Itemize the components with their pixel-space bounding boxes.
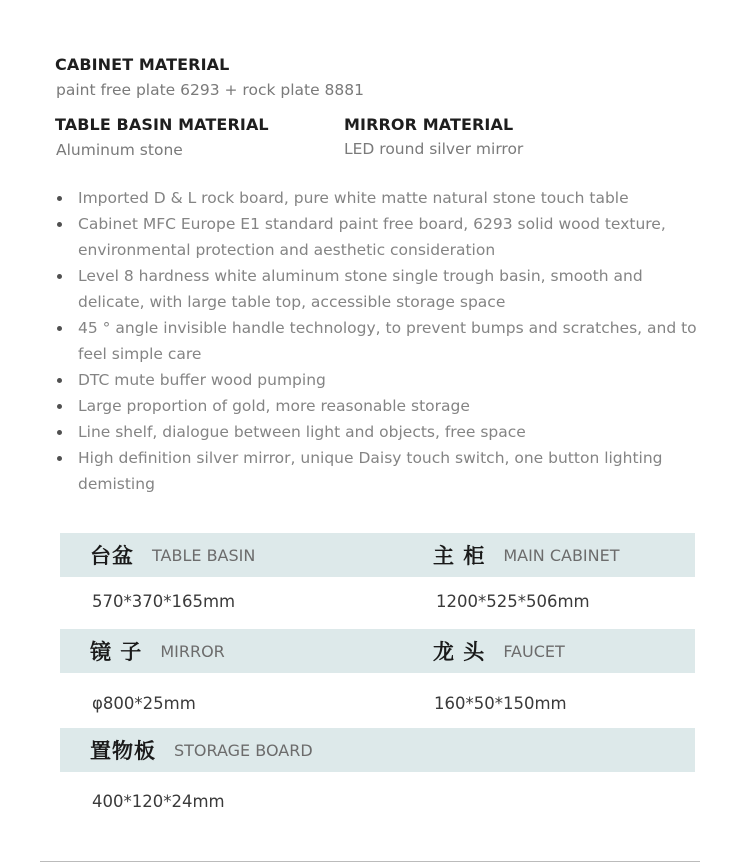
spec-label-faucet [433,629,565,673]
spec-value-faucet: 160*50*150mm [434,694,567,713]
feature-item: DTC mute buffer wood pumping [56,367,706,393]
bullet-icon [57,274,62,279]
mirror-material-value: LED round silver mirror [344,140,524,158]
spec-label-main-cabinet [433,533,620,577]
table-basin-material-title: TABLE BASIN MATERIAL [55,115,269,134]
spec-label-mirror [90,629,225,673]
spec-label-zh: 台盆 [90,544,134,568]
bullet-icon [57,222,62,227]
bottom-divider [40,861,700,862]
feature-item: Line shelf, dialogue between light and objects, free space [56,419,706,445]
bullet-icon [57,404,62,409]
spec-label-en: MIRROR [160,641,225,661]
spec-label-en: TABLE BASIN [152,545,256,565]
spec-label-en: FAUCET [503,641,565,661]
feature-item: High definition silver mirror, unique Daisy touch switch, one button lighting demisting [56,445,706,497]
spec-value-main-cabinet: 1200*525*506mm [436,592,590,611]
spec-label-zh: 龙 头 [433,640,486,664]
bullet-icon [57,196,62,201]
cabinet-material-title: CABINET MATERIAL [55,55,230,74]
spec-label-zh: 主 柜 [433,544,486,568]
spec-label-table-basin [90,533,255,577]
spec-label-zh: 镜 子 [90,640,143,664]
feature-item: Level 8 hardness white aluminum stone single trough basin, smooth and delicate, with large table top, accessible storage space [56,263,706,315]
bullet-icon [57,378,62,383]
feature-item: 45 ° angle invisible handle technology, to prevent bumps and scratches, and to feel simple care [56,315,706,367]
spec-label-storage-board [90,728,313,772]
spec-label-en: MAIN CABINET [503,545,620,565]
mirror-material-title: MIRROR MATERIAL [344,115,514,134]
spec-label-zh: 置物板 [90,739,156,763]
feature-item: Cabinet MFC Europe E1 standard paint free board, 6293 solid wood texture, environmental protection and aesthetic consideration [56,211,706,263]
spec-value-mirror: φ800*25mm [92,694,196,713]
table-basin-material-value: Aluminum stone [56,141,183,159]
bullet-icon [57,456,62,461]
bullet-icon [57,430,62,435]
feature-list [56,185,706,497]
feature-item: Imported D & L rock board, pure white matte natural stone touch table [56,185,706,211]
cabinet-material-value: paint free plate 6293 + rock plate 8881 [56,81,365,99]
feature-item: Large proportion of gold, more reasonable storage [56,393,706,419]
spec-value-storage-board: 400*120*24mm [92,792,225,811]
spec-label-en: STORAGE BOARD [174,740,313,760]
spec-value-table-basin: 570*370*165mm [92,592,236,611]
bullet-icon [57,326,62,331]
